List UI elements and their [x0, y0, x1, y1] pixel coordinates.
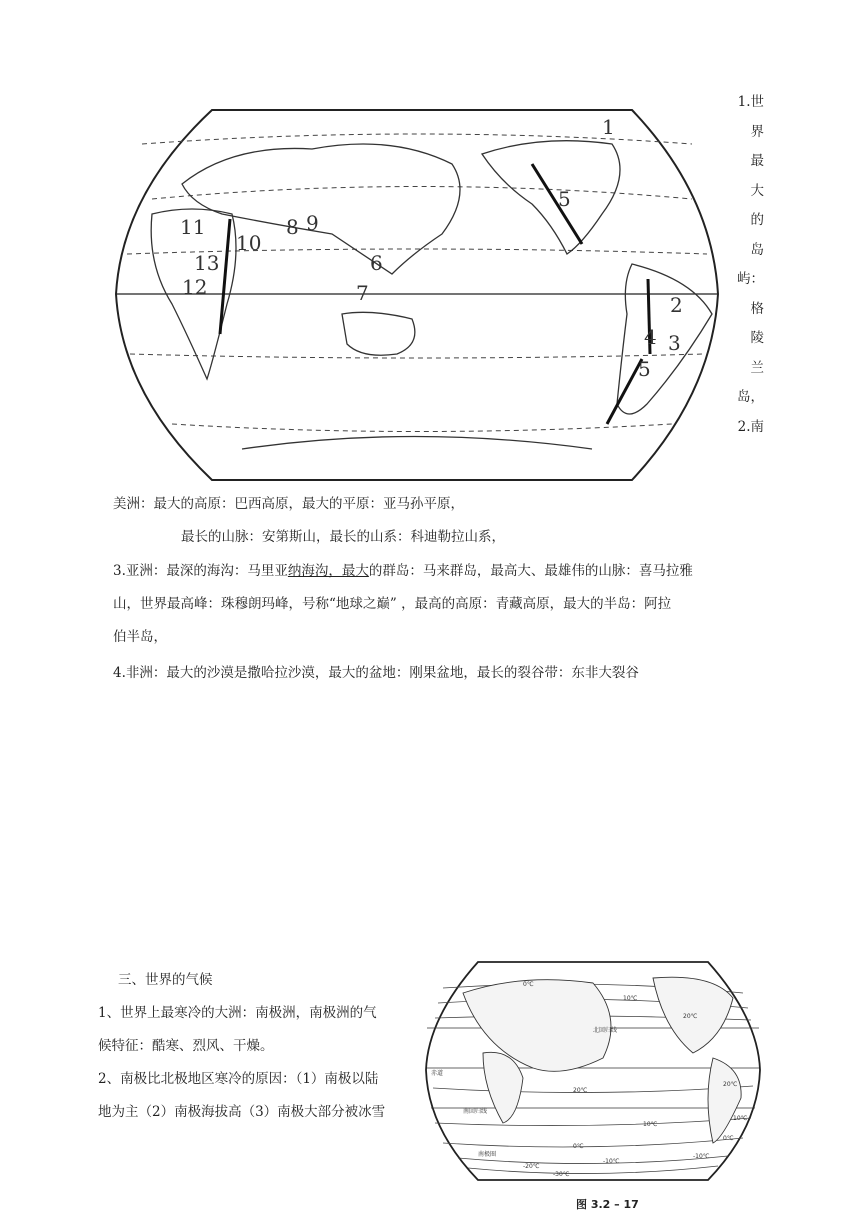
isotherm-label: 0℃ — [723, 1135, 734, 1142]
map-label: 4 — [644, 325, 657, 349]
map-label: 9 — [306, 211, 319, 235]
map-label: 2 — [670, 293, 683, 317]
vertical-char: 陵 — [750, 330, 764, 346]
climate-line-1: 1、世界上最寒冷的大洲：南极洲，南极洲的气 — [98, 1005, 377, 1021]
isotherm-label: -30℃ — [553, 1171, 570, 1178]
isotherm-label: -20℃ — [523, 1163, 540, 1170]
paragraph-americas: 美洲：最大的高原：巴西高原，最大的平原：亚马孙平原， — [113, 496, 464, 512]
vertical-char: 岛， — [737, 389, 764, 405]
map-label: 5 — [558, 187, 571, 211]
paragraph-africa: 4.非洲：最大的沙漠是撒哈拉沙漠，最大的盆地：刚果盆地，最长的裂谷带：东非大裂谷 — [113, 665, 639, 681]
map2-label: 赤道 — [431, 1070, 444, 1077]
vertical-char: 1.世 — [737, 94, 764, 110]
isotherm-label: 10℃ — [623, 995, 638, 1002]
figure-caption: 图 3.2 – 17 — [576, 1198, 639, 1211]
vertical-char: 大 — [750, 182, 764, 199]
isotherm-label: -10℃ — [603, 1158, 620, 1165]
climate-line-2: 候特征：酷寒、烈风、干燥。 — [98, 1038, 274, 1054]
map2-label: 北回归线 — [593, 1027, 618, 1034]
map-label: 7 — [356, 281, 369, 305]
map2-label: 南回归线 — [463, 1108, 488, 1115]
climate-line-3: 2、南极比北极地区寒冷的原因：（1）南极以陆 — [98, 1071, 379, 1087]
map-label: 1 — [602, 115, 615, 139]
map-label: 8 — [286, 215, 299, 239]
map-label: 5 — [638, 357, 651, 381]
vertical-char: 2.南 — [737, 418, 764, 435]
isotherm-label: 20℃ — [723, 1081, 738, 1088]
text-span: 3.亚洲：最深的海沟：马里亚 — [113, 563, 288, 579]
vertical-char: 最 — [750, 153, 764, 169]
vertical-char: 屿： — [737, 271, 764, 287]
map-label: 13 — [194, 251, 220, 275]
map-label: 12 — [182, 275, 208, 299]
isotherm-label: 10℃ — [733, 1115, 748, 1122]
underlined-span: 纳海沟，最大 — [287, 563, 369, 579]
world-isotherm-map — [423, 958, 763, 1190]
isotherm-label: 10℃ — [643, 1121, 658, 1128]
world-map-landforms — [112, 104, 722, 484]
vertical-char: 格 — [750, 300, 764, 317]
climate-line-4: 地为主（2）南极海拔高（3）南极大部分被冰雪 — [98, 1104, 386, 1120]
paragraph-asia-3: 伯半岛， — [113, 629, 167, 645]
map-label: 10 — [236, 231, 262, 255]
isotherm-label: 20℃ — [683, 1013, 698, 1020]
isotherm-label: -10℃ — [693, 1153, 710, 1160]
vertical-char: 界 — [750, 123, 764, 140]
vertical-note — [732, 88, 764, 442]
map-label: 11 — [180, 215, 206, 239]
isotherm-label: 0℃ — [573, 1143, 584, 1150]
vertical-char: 兰 — [750, 359, 764, 376]
vertical-char: 的 — [750, 212, 764, 228]
map-label: 6 — [370, 251, 383, 275]
isotherm-label: 0℃ — [523, 981, 534, 988]
map2-label: 南极圈 — [478, 1151, 497, 1158]
paragraph-americas-2: 最长的山脉：安第斯山，最长的山系：科迪勒拉山系， — [181, 529, 505, 545]
vertical-char: 岛 — [750, 241, 764, 258]
map-label: 3 — [668, 331, 681, 355]
text-span: 的群岛：马来群岛，最高大、最雄伟的山脉：喜马拉雅 — [368, 563, 693, 579]
isotherm-label: 20℃ — [573, 1087, 588, 1094]
paragraph-asia-2: 山，世界最高峰：珠穆朗玛峰，号称“地球之巅” ，最高的高原：青藏高原，最大的半岛：阿拉 — [113, 596, 672, 612]
section-heading: 三、世界的气候 — [118, 972, 213, 988]
paragraph-asia — [113, 560, 693, 582]
